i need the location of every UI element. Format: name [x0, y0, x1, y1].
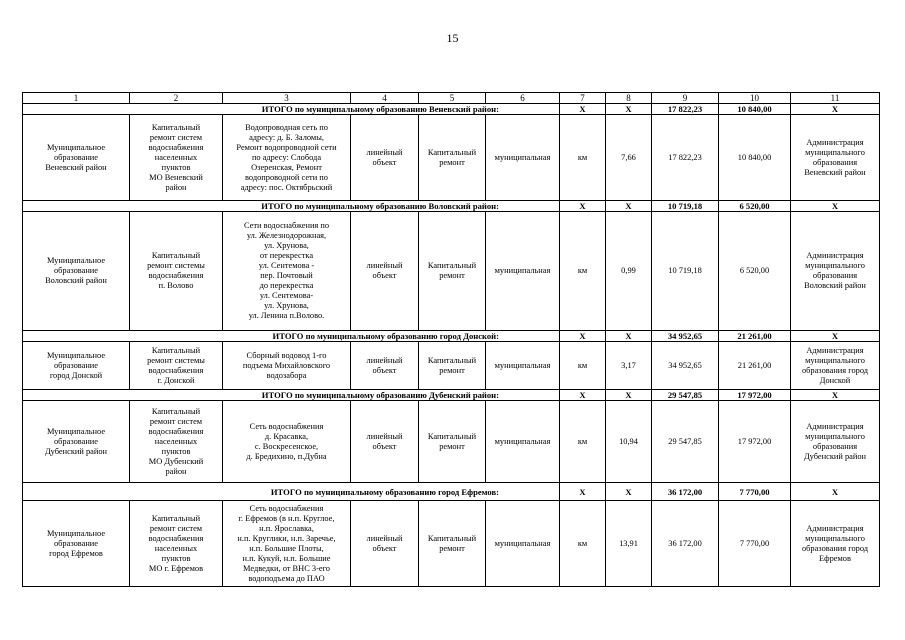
- work-name-cell: Капитальный ремонт систем водоснабжения населенных пунктов МО Веневский район: [130, 115, 223, 201]
- total-label: ИТОГО по муниципальному образованию город Ефремов:: [23, 483, 560, 501]
- total-cell-unit: Х: [560, 104, 606, 115]
- quantity-cell: 10,94: [606, 401, 652, 483]
- municipality-cell: Муниципальное образование город Ефремов: [23, 501, 130, 587]
- total-cell-unit: Х: [560, 483, 606, 501]
- work-type-cell: Капитальный ремонт: [419, 501, 486, 587]
- unit-cell: км: [560, 501, 606, 587]
- quantity-cell: 7,66: [606, 115, 652, 201]
- total-cell-unit: Х: [560, 331, 606, 342]
- column-number: 4: [351, 93, 419, 104]
- unit-cell: км: [560, 401, 606, 483]
- total-cell-cost: 29 547,85: [652, 390, 719, 401]
- address-cell: Сборный водовод 1-го подъема Михайловского водозабора: [223, 342, 351, 390]
- admin-cell: Администрация муниципального образования город Донской: [791, 342, 880, 390]
- total-cell-funding: 21 261,00: [719, 331, 791, 342]
- funding-cell: 7 770,00: [719, 501, 791, 587]
- funding-cell: 10 840,00: [719, 115, 791, 201]
- total-row: [23, 331, 880, 342]
- total-cell-cost: 17 822,23: [652, 104, 719, 115]
- municipality-cell: Муниципальное образование Воловский район: [23, 212, 130, 331]
- total-cell-quantity: Х: [606, 201, 652, 212]
- total-cell-unit: Х: [560, 201, 606, 212]
- admin-cell: Администрация муниципального образования Дубенский район: [791, 401, 880, 483]
- quantity-cell: 3,17: [606, 342, 652, 390]
- ownership-cell: муниципальная: [486, 115, 560, 201]
- total-cell-quantity: Х: [606, 390, 652, 401]
- data-row: [23, 342, 880, 390]
- column-number: 6: [486, 93, 560, 104]
- funding-cell: 6 520,00: [719, 212, 791, 331]
- municipality-cell: Муниципальное образование Веневский район: [23, 115, 130, 201]
- total-cell-cost: 36 172,00: [652, 483, 719, 501]
- total-row: [23, 390, 880, 401]
- municipality-cell: Муниципальное образование Дубенский район: [23, 401, 130, 483]
- total-cell-admin: Х: [791, 104, 880, 115]
- object-type-cell: линейный объект: [351, 501, 419, 587]
- admin-cell: Администрация муниципального образования Воловский район: [791, 212, 880, 331]
- unit-cell: км: [560, 115, 606, 201]
- work-type-cell: Капитальный ремонт: [419, 401, 486, 483]
- object-type-cell: линейный объект: [351, 401, 419, 483]
- data-row: [23, 212, 880, 331]
- total-row: [23, 483, 880, 501]
- total-cell-quantity: Х: [606, 331, 652, 342]
- column-number-row: [23, 93, 880, 104]
- total-row: [23, 201, 880, 212]
- page-number: 15: [446, 31, 459, 45]
- ownership-cell: муниципальная: [486, 501, 560, 587]
- work-type-cell: Капитальный ремонт: [419, 212, 486, 331]
- quantity-cell: 0,99: [606, 212, 652, 331]
- address-cell: Сети водоснабжения по ул. Железнодорожная, ул. Хрунова, от перекрестка ул. Сентемова - пер. Почтовый до перекрестка ул. Сентемова- ул. Хрунова, ул. Ленина п.Волово.: [223, 212, 351, 331]
- address-cell: Сеть водоснабжения г. Ефремов (в н.п. Круглое, н.п. Ярославка, н.п. Круглики, н.п. Заречье, н.п. Большие Плоты, н.п. Кукуй, н.п. Большие Медведки, от ВНС 3-его водоподъема до ПАО: [223, 501, 351, 587]
- total-cell-admin: Х: [791, 390, 880, 401]
- total-cell-funding: 10 840,00: [719, 104, 791, 115]
- ownership-cell: муниципальная: [486, 401, 560, 483]
- total-cell-admin: Х: [791, 483, 880, 501]
- unit-cell: км: [560, 342, 606, 390]
- work-name-cell: Капитальный ремонт систем водоснабжения населенных пунктов МО Дубенский район: [130, 401, 223, 483]
- total-cell-unit: Х: [560, 390, 606, 401]
- column-number: 11: [791, 93, 880, 104]
- municipality-cell: Муниципальное образование город Донской: [23, 342, 130, 390]
- cost-cell: 36 172,00: [652, 501, 719, 587]
- total-cell-funding: 7 770,00: [719, 483, 791, 501]
- column-number: 2: [130, 93, 223, 104]
- funding-cell: 17 972,00: [719, 401, 791, 483]
- total-cell-admin: Х: [791, 201, 880, 212]
- total-row: [23, 104, 880, 115]
- total-cell-cost: 10 719,18: [652, 201, 719, 212]
- data-row: [23, 401, 880, 483]
- work-type-cell: Капитальный ремонт: [419, 342, 486, 390]
- total-label: ИТОГО по муниципальному образованию город Донской:: [23, 331, 560, 342]
- admin-cell: Администрация муниципального образования город Ефремов: [791, 501, 880, 587]
- data-row: [23, 115, 880, 201]
- total-cell-quantity: Х: [606, 483, 652, 501]
- column-number: 1: [23, 93, 130, 104]
- column-number: 9: [652, 93, 719, 104]
- total-label: ИТОГО по муниципальному образованию Веневский район:: [23, 104, 560, 115]
- cost-cell: 29 547,85: [652, 401, 719, 483]
- column-number: 10: [719, 93, 791, 104]
- work-name-cell: Капитальный ремонт системы водоснабжения г. Донской: [130, 342, 223, 390]
- object-type-cell: линейный объект: [351, 342, 419, 390]
- ownership-cell: муниципальная: [486, 342, 560, 390]
- column-number: 3: [223, 93, 351, 104]
- address-cell: Водопроводная сеть по адресу: д. Б. Заломы, Ремонт водопроводной сети по адресу: Слобода Озеренская, Ремонт водопроводной сети по адресу: пос. Октябрьский: [223, 115, 351, 201]
- unit-cell: км: [560, 212, 606, 331]
- work-name-cell: Капитальный ремонт системы водоснабжения п. Волово: [130, 212, 223, 331]
- program-table: [22, 92, 880, 587]
- total-cell-cost: 34 952,65: [652, 331, 719, 342]
- ownership-cell: муниципальная: [486, 212, 560, 331]
- column-number: 8: [606, 93, 652, 104]
- work-name-cell: Капитальный ремонт систем водоснабжения населенных пунктов МО г. Ефремов: [130, 501, 223, 587]
- cost-cell: 34 952,65: [652, 342, 719, 390]
- admin-cell: Администрация муниципального образования Веневский район: [791, 115, 880, 201]
- address-cell: Сеть водоснабжения д. Красавка, с. Воскресенское, д. Бредихино, п.Дубна: [223, 401, 351, 483]
- work-type-cell: Капитальный ремонт: [419, 115, 486, 201]
- total-cell-admin: Х: [791, 331, 880, 342]
- total-label: ИТОГО по муниципальному образованию Воловский район:: [23, 201, 560, 212]
- total-cell-funding: 17 972,00: [719, 390, 791, 401]
- column-number: 7: [560, 93, 606, 104]
- total-cell-funding: 6 520,00: [719, 201, 791, 212]
- cost-cell: 10 719,18: [652, 212, 719, 331]
- object-type-cell: линейный объект: [351, 115, 419, 201]
- total-cell-quantity: Х: [606, 104, 652, 115]
- cost-cell: 17 822,23: [652, 115, 719, 201]
- quantity-cell: 13,91: [606, 501, 652, 587]
- funding-cell: 21 261,00: [719, 342, 791, 390]
- total-label: ИТОГО по муниципальному образованию Дубенский район:: [23, 390, 560, 401]
- column-number: 5: [419, 93, 486, 104]
- object-type-cell: линейный объект: [351, 212, 419, 331]
- data-row: [23, 501, 880, 587]
